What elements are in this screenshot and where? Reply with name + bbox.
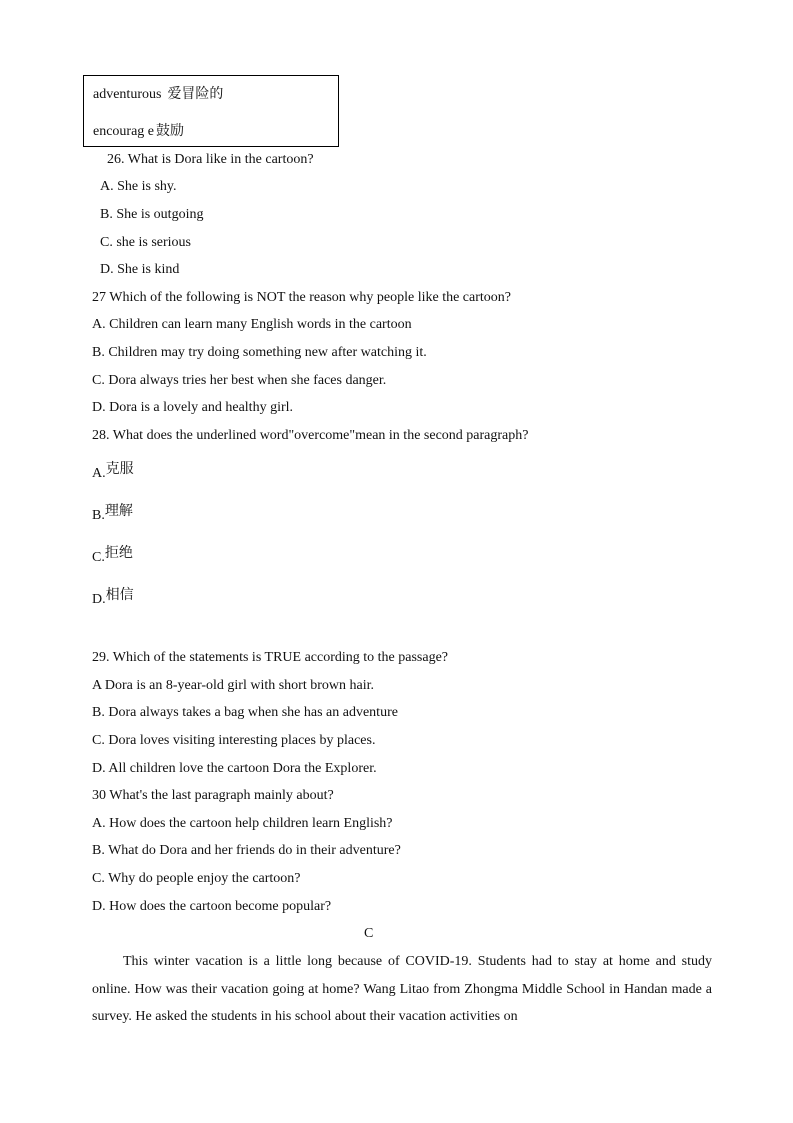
q28-option-d: [92, 584, 134, 607]
q28-option-a: [92, 458, 134, 481]
q29-option-d: D. All children love the cartoon Dora the Explorer.: [92, 761, 377, 776]
q30-option-b: B. What do Dora and her friends do in their adventure?: [92, 843, 401, 858]
vocab-item: [93, 83, 223, 103]
question-30-stem: 30 What's the last paragraph mainly about?: [92, 788, 334, 803]
option-letter: A.: [92, 466, 106, 481]
question-29-stem: 29. Which of the statements is TRUE according to the passage?: [92, 650, 449, 665]
question-28-stem: 28. What does the underlined word"overcome"mean in the second paragraph?: [92, 428, 529, 443]
question-26-stem: 26. What is Dora like in the cartoon?: [107, 152, 314, 167]
q27-option-b: B. Children may try doing something new after watching it.: [92, 345, 427, 360]
q27-option-c: C. Dora always tries her best when she faces danger.: [92, 373, 387, 388]
q26-option-b: B. She is outgoing: [100, 207, 204, 222]
q26-option-c: C. she is serious: [100, 235, 191, 250]
q26-option-a: A. She is shy.: [100, 179, 177, 194]
vocabulary-box: [83, 75, 339, 147]
q27-option-a: A. Children can learn many English words in the cartoon: [92, 317, 412, 332]
option-letter: B.: [92, 508, 105, 523]
q28-option-c: [92, 542, 133, 565]
q29-option-a: A Dora is an 8-year-old girl with short brown hair.: [92, 678, 374, 693]
section-heading: C: [364, 926, 374, 941]
option-letter: D.: [92, 592, 106, 607]
vocab-word: encourag e: [93, 124, 155, 139]
q30-option-a: A. How does the cartoon help children learn English?: [92, 816, 393, 831]
option-text: 相信: [105, 587, 134, 603]
q29-option-b: B. Dora always takes a bag when she has an adventure: [92, 705, 398, 720]
question-27-stem: 27 Which of the following is NOT the reason why people like the cartoon?: [92, 290, 511, 305]
option-text: 克服: [105, 461, 134, 477]
q27-option-d: D. Dora is a lovely and healthy girl.: [92, 400, 294, 415]
q29-option-c: C. Dora loves visiting interesting places by places.: [92, 733, 376, 748]
vocab-meaning: 鼓励: [156, 123, 185, 139]
vocab-meaning: 爱冒险的: [167, 86, 224, 102]
vocab-item: [93, 120, 184, 140]
option-text: 拒绝: [104, 545, 133, 561]
q30-option-c: C. Why do people enjoy the cartoon?: [92, 871, 301, 886]
q30-option-d: D. How does the cartoon become popular?: [92, 899, 332, 914]
passage-paragraph: This winter vacation is a little long because of COVID-19. Students had to stay at home and study online. How was their vacation going at home? Wang Litao from Zhongma Middle School in Handan made a survey. He asked the students in his school about their vacation activities on: [92, 954, 712, 1024]
option-text: 理解: [104, 503, 133, 519]
q28-option-b: [92, 500, 133, 523]
option-letter: C.: [92, 550, 105, 565]
vocab-word: adventurous: [93, 87, 162, 102]
q26-option-d: D. She is kind: [100, 262, 180, 277]
